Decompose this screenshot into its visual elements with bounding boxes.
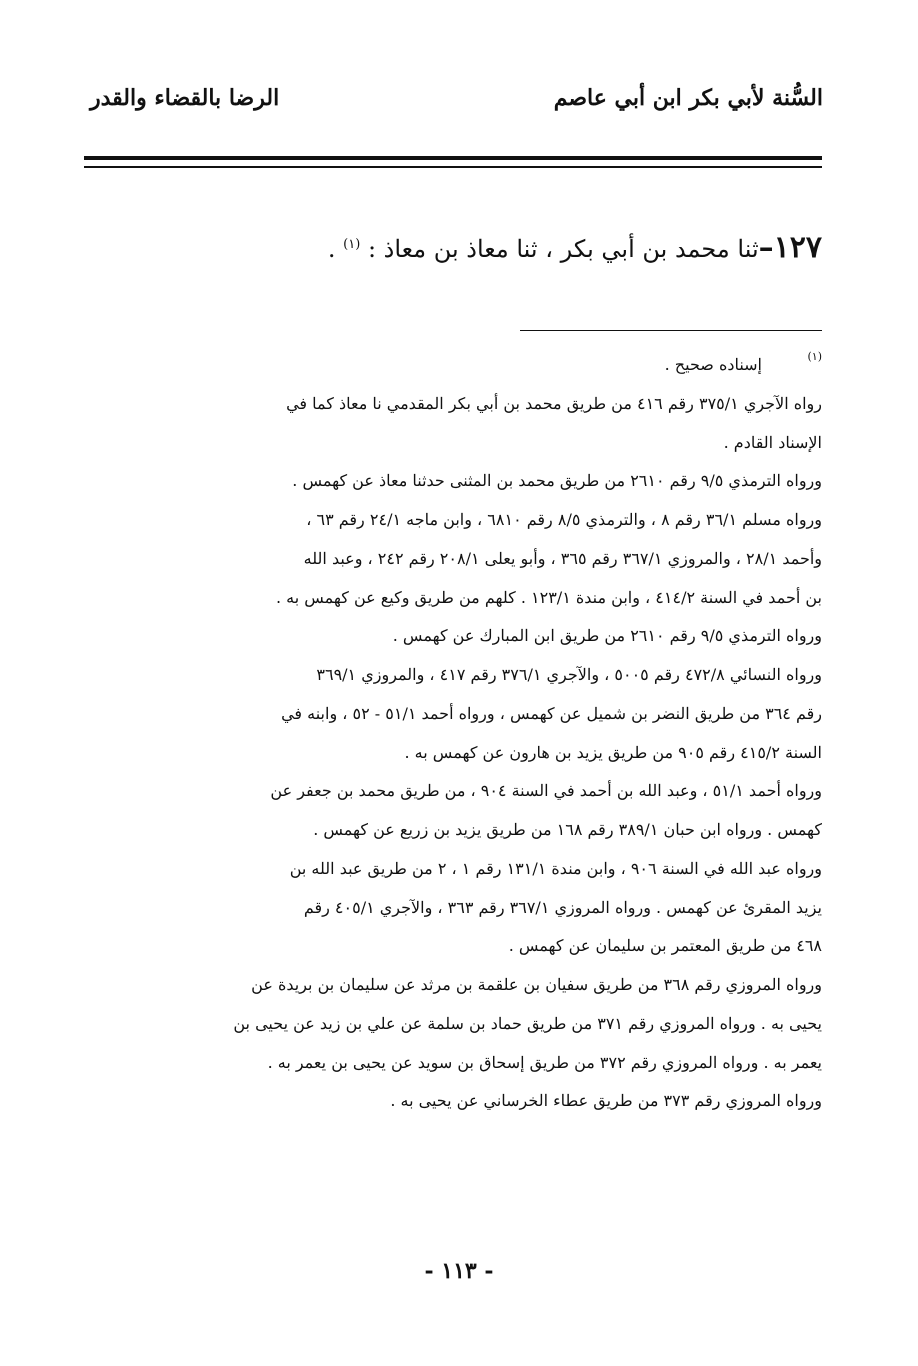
footnote-line: رواه الآجري ٣٧٥/١ رقم ٤١٦ من طريق محمد بن أبي بكر المقدمي نا معاذ كما في: [286, 393, 822, 413]
hadith-text: ثنا محمد بن أبي بكر ، ثنا معاذ بن معاذ :: [360, 235, 759, 263]
footnote-line: ورواه الترمذي ٩/٥ رقم ٢٦١٠ من طريق محمد بن المثنى حدثنا معاذ عن كهمس .: [292, 471, 822, 491]
footnote-line: إسناده صحيح .: [664, 355, 762, 374]
hadith-number: ١٢٧: [773, 230, 822, 265]
footnote-line: السنة ٤١٥/٢ رقم ٩٠٥ من طريق يزيد بن هارون عن كهمس به .: [404, 742, 822, 762]
footnote-line: يزيد المقرئ عن كهمس . ورواه المروزي ٣٦٧/١ رقم ٣٦٣ ، والآجري ٤٠٥/١ رقم: [303, 897, 822, 917]
footnote-marker: (١): [807, 350, 822, 363]
footnote-separator: [520, 330, 822, 331]
footnote-line: الإسناد القادم .: [723, 432, 822, 452]
footnote-line: يعمر به . ورواه المروزي رقم ٣٧٢ من طريق إسحاق بن سويد عن يحيى بن يعمر به .: [267, 1052, 822, 1072]
footnote-line: ورواه الترمذي ٩/٥ رقم ٢٦١٠ من طريق ابن المبارك عن كهمس .: [392, 626, 822, 646]
footnote-line: ورواه المروزي رقم ٣٦٨ من طريق سفيان بن علقمة بن مرثد عن سليمان بن بريدة عن: [251, 975, 822, 994]
footnote-line: ٤٦٨ من طريق المعتمر بن سليمان عن كهمس .: [508, 936, 822, 956]
footnote-line: كهمس . ورواه ابن حبان ٣٨٩/١ رقم ١٦٨ من طريق يزيد بن زريع عن كهمس .: [313, 820, 822, 839]
footnote-line: ورواه المروزي رقم ٣٧٣ من طريق عطاء الخرساني عن يحيى به .: [390, 1091, 822, 1111]
page-number: - ١١٣ -: [424, 1258, 494, 1284]
header-book-title: السُّنة لأبي بكر ابن أبي عاصم: [553, 85, 823, 111]
hadith-footnote-ref: (١): [343, 237, 361, 252]
footnote-line: رقم ٣٦٤ من طريق النضر بن شميل عن كهمس ، ورواه أحمد ٥١/١ - ٥٢ ، وابنه في: [281, 703, 822, 723]
running-header: [90, 78, 823, 118]
footnote-line: بن أحمد في السنة ٤١٤/٢ ، وابن مندة ١٢٣/١ . كلهم من طريق وكيع عن كهمس به .: [275, 587, 822, 607]
header-chapter-title: الرضا بالقضاء والقدر: [90, 85, 280, 111]
header-rule-thick: [84, 156, 822, 160]
hadith-dash: –: [758, 230, 774, 265]
footnote-line: ورواه عبد الله في السنة ٩٠٦ ، وابن مندة ١٣١/١ رقم ١ ، ٢ من طريق عبد الله بن: [289, 858, 822, 878]
hadith-end: .: [327, 235, 344, 263]
footnote-line: ورواه النسائي ٤٧٢/٨ رقم ٥٠٠٥ ، والآجري ٣٧٦/١ رقم ٤١٧ ، والمروزي ٣٦٩/١: [316, 665, 822, 684]
footnote-line: ورواه أحمد ٥١/١ ، وعبد الله بن أحمد في السنة ٩٠٤ ، من طريق محمد بن جعفر عن: [270, 781, 822, 801]
header-rule-thin: [84, 166, 822, 168]
footnote-block: [84, 346, 822, 1121]
footnote-line: ورواه مسلم ٣٦/١ رقم ٨ ، والترمذي ٨/٥ رقم ٦٨١٠ ، وابن ماجه ٢٤/١ رقم ٦٣ ،: [306, 510, 822, 529]
footnote-line: يحيى به . ورواه المروزي رقم ٣٧١ من طريق حماد بن سلمة عن علي بن زيد عن يحيى بن: [233, 1013, 822, 1033]
hadith-entry: [84, 220, 822, 270]
footnote-line: وأحمد ٢٨/١ ، والمروزي ٣٦٧/١ رقم ٣٦٥ ، وأبو يعلى ٢٠٨/١ رقم ٢٤٢ ، وعبد الله: [303, 548, 822, 568]
